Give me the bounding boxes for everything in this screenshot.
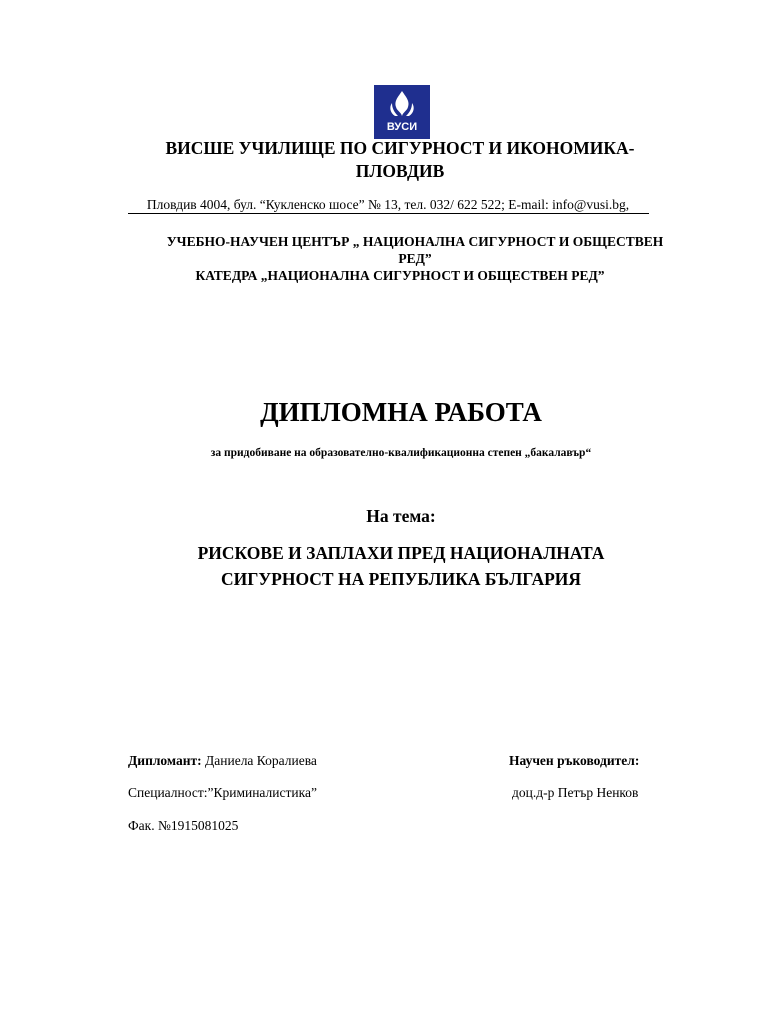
header-divider bbox=[128, 213, 649, 214]
thesis-topic-line1: РИСКОВЕ И ЗАПЛАХИ ПРЕД НАЦИОНАЛНАТА bbox=[197, 543, 605, 563]
thesis-topic bbox=[0, 540, 768, 592]
university-name bbox=[150, 137, 650, 183]
university-name-line1: ВИСШЕ УЧИЛИЩЕ ПО СИГУРНОСТ И ИКОНОМИКА- bbox=[165, 138, 635, 158]
faculty-number: Фак. №1915081025 bbox=[128, 818, 239, 833]
supervisor-label: Научен ръководител: bbox=[509, 753, 640, 768]
research-center-line1: УЧЕБНО-НАУЧЕН ЦЕНТЪР „ НАЦИОНАЛНА СИГУРНОСТ И ОБЩЕСТВЕН bbox=[166, 234, 664, 249]
graduate-name: Даниела Коралиева bbox=[205, 753, 317, 768]
specialty: Специалност:”Криминалистика” bbox=[128, 785, 317, 800]
graduate-label: Дипломант: bbox=[128, 753, 202, 768]
university-name-line2: ПЛОВДИВ bbox=[355, 161, 445, 181]
graduate-line bbox=[128, 752, 317, 770]
degree-subtitle: за придобиване на образователно-квалификационна степен „бакалавър“ bbox=[210, 447, 592, 459]
flame-emblem-icon bbox=[374, 85, 430, 139]
university-logo bbox=[374, 85, 430, 139]
thesis-topic-line2: СИГУРНОСТ НА РЕПУБЛИКА БЪЛГАРИЯ bbox=[220, 569, 582, 589]
department-name: КАТЕДРА „НАЦИОНАЛНА СИГУРНОСТ И ОБЩЕСТВЕН РЕД” bbox=[195, 268, 605, 283]
university-address: Пловдив 4004, бул. “Кукленско шосе” № 13, тел. 032/ 622 522; E-mail: info@vusi.bg, bbox=[146, 197, 630, 212]
document-title: ДИПЛОМНА РАБОТА bbox=[260, 397, 542, 427]
logo-text: ВУСИ bbox=[386, 121, 418, 133]
research-center-name bbox=[150, 233, 680, 267]
research-center-line2: РЕД” bbox=[398, 251, 432, 266]
topic-label: На тема: bbox=[366, 506, 436, 526]
supervisor-name: доц.д-р Петър Ненков bbox=[512, 785, 639, 800]
